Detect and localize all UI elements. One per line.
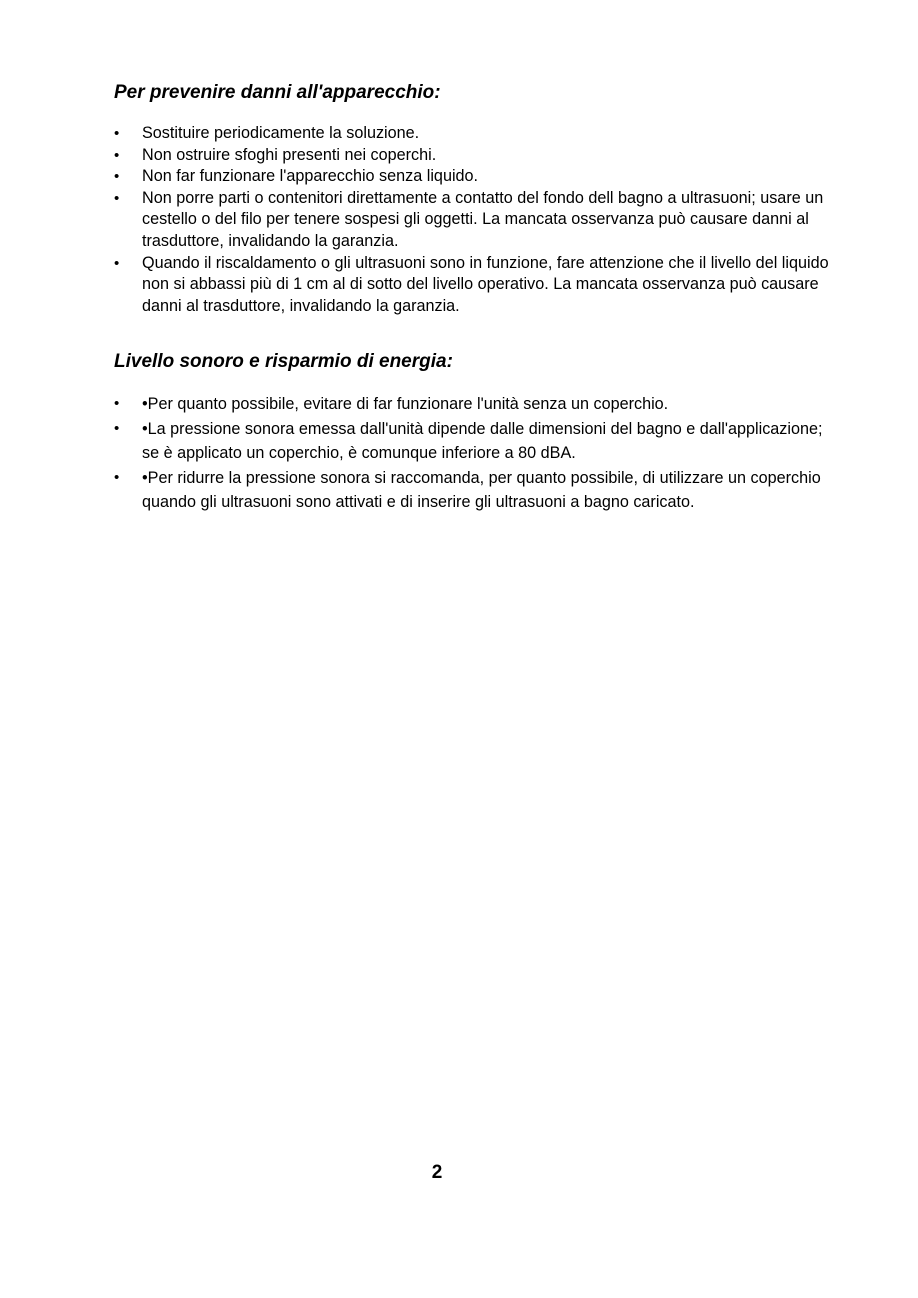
bullet-icon: •	[114, 125, 120, 142]
list-item-text: Sostituire periodicamente la soluzione.	[142, 124, 420, 142]
bullet-list	[114, 392, 844, 515]
section-damage-prevention	[114, 80, 844, 317]
list-item	[114, 123, 844, 145]
list-item	[114, 466, 844, 515]
list-item-text: •Per quanto possibile, evitare di far funzionare l'unità senza un coperchio.	[142, 395, 669, 413]
section-heading: Livello sonoro e risparmio di energia:	[114, 351, 453, 372]
bullet-icon: •	[114, 168, 120, 186]
list-item-text: •Per ridurre la pressione sonora si raccomanda, per quanto possibile, di utilizzare un coperchio quando gli ultrasuoni sono attivati e di inserire gli ultrasuoni a bagno caricato.	[142, 468, 821, 511]
list-item-text: Non far funzionare l'apparecchio senza liquido.	[142, 167, 479, 186]
list-item	[114, 392, 844, 417]
list-item-text: Non ostruire sfoghi presenti nei coperchi.	[142, 145, 437, 164]
section-noise-energy	[114, 349, 844, 515]
list-item	[114, 188, 844, 253]
bullet-icon: •	[114, 189, 120, 207]
section-heading: Per prevenire danni all'apparecchio:	[114, 82, 441, 103]
list-item	[114, 145, 844, 167]
bullet-icon: •	[114, 395, 120, 412]
bullet-icon: •	[114, 146, 120, 164]
bullet-icon: •	[114, 254, 120, 272]
list-item	[114, 166, 844, 188]
bullet-list	[114, 123, 844, 317]
list-item-text: •La pressione sonora emessa dall'unità dipende dalle dimensioni del bagno e dall'applicazione; se è applicato un coperchio, è comunque inferiore a 80 dBA.	[142, 419, 823, 462]
list-item-text: Quando il riscaldamento o gli ultrasuoni sono in funzione, fare attenzione che il livello del liquido non si abbassi più di 1 cm al di sotto del livello operativo. La mancata osservanza può causare danni al trasduttore, invalidando la garanzia.	[142, 253, 829, 315]
list-item-text: Non porre parti o contenitori direttamente a contatto del fondo dell bagno a ultrasuoni; usare un cestello o del filo per tenere sospesi gli oggetti. La mancata osservanza può causare danni al trasduttore, invalidando la garanzia.	[142, 188, 824, 250]
bullet-icon: •	[114, 419, 120, 437]
bullet-icon: •	[114, 468, 120, 486]
list-item	[114, 417, 844, 466]
page-number: 2	[431, 1162, 443, 1183]
list-item	[114, 253, 844, 318]
